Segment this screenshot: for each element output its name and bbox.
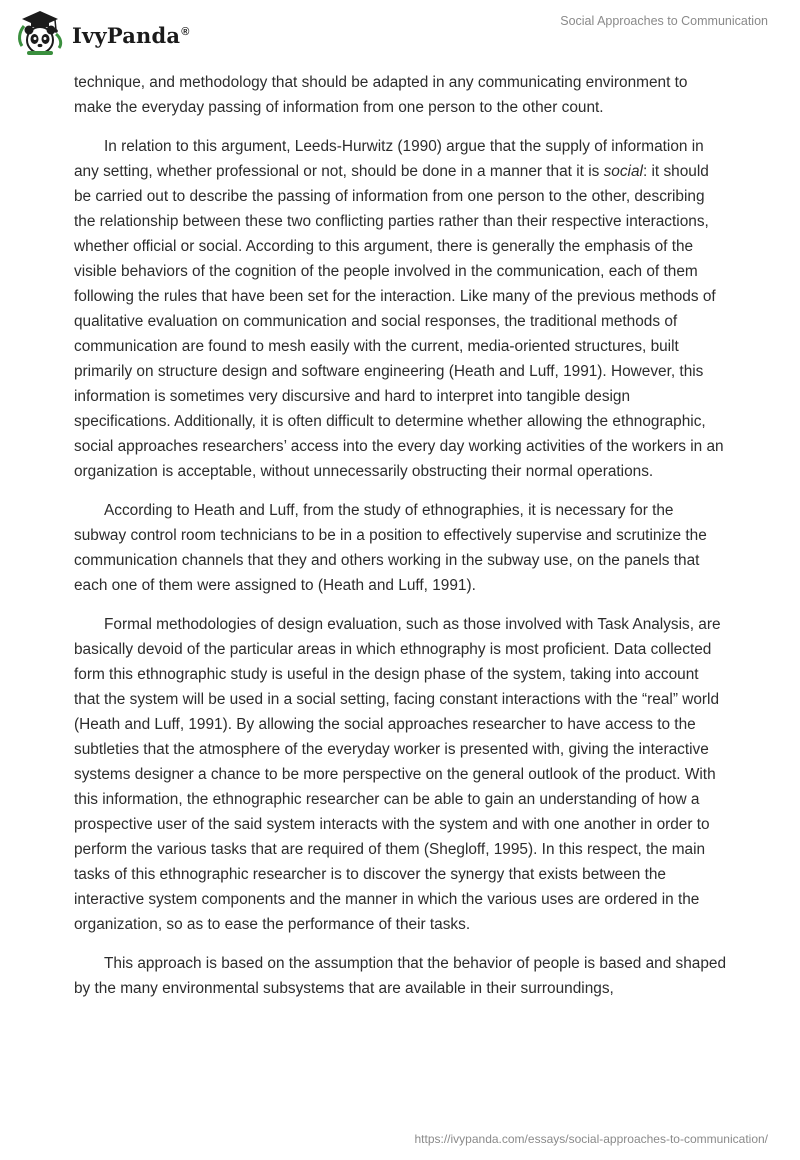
panda-graduate-logo-icon	[14, 8, 66, 58]
paragraph-4: Formal methodologies of design evaluation, such as those involved with Task Analysis, are basically devoid of the particular areas in which ethnography is most proficient. Data collected form this ethnographic study is useful in the design phase of the system, taking into account that the system will be used in a social setting, facing constant interactions with the “real” world (Heath and Luff, 1991). By allowing the social approaches researcher to have access to the subtleties that the atmosphere of the everyday worker is presented with, giving the interactive systems designer a chance to be more perspective on the general outlook of the product. With this information, the ethnographic researcher can be able to gain an understanding of how a prospective user of the said system interacts with the system and with one another in order to perform the various tasks that are required of them (Shegloff, 1995). In this respect, the main tasks of this ethnographic researcher is to discover the synergy that exists between the interactive system components and the manner in which the various uses are ordered in the organization, so as to ease the performance of their tasks.	[74, 616, 721, 933]
page-header	[0, 0, 800, 66]
paragraph-2-italic: social	[603, 163, 643, 180]
paragraph-2-part-2: : it should be carried out to describe the passing of information from one person to the other, describing the relationship between these two conflicting parties rather than their respective interactions, whether official or social. According to this argument, there is generally the emphasis of the visible behaviors of the cognition of the people involved in the communication, each of them following the rules that have been set for the interaction. Like many of the previous methods of qualitative evaluation on communication and social responses, the traditional methods of communication are found to mesh easily with the current, media-oriented structures, built primarily on structure design and software engineering (Heath and Luff, 1991). However, this information is sometimes very discursive and hard to interpret into tangible design specifications. Additionally, it is often difficult to determine whether allowing the ethnographic, social approaches researchers’ access into the every day working activities of the workers in an organization is acceptable, without unnecessarily obstructing their normal operations.	[74, 163, 724, 480]
paragraph-2-part-1: In relation to this argument, Leeds-Hurwitz (1990) argue that the supply of information in any setting, whether professional or not, should be done in a manner that it is	[74, 138, 704, 180]
brand-logo[interactable]	[14, 8, 190, 58]
registered-mark: ®	[181, 25, 190, 38]
paragraph-2	[74, 134, 728, 484]
paragraph-3: According to Heath and Luff, from the study of ethnographies, it is necessary for the subway control room technicians to be in a position to effectively supervise and scrutinize the communication channels that they and others working in the subway use, on the panels that each one of them were assigned to (Heath and Luff, 1991).	[74, 502, 707, 594]
brand-name: IvyPanda®	[72, 22, 190, 48]
paragraph-1: technique, and methodology that should be adapted in any communicating environment to make the everyday passing of information from one person to the other count.	[74, 74, 688, 116]
paragraph-5: This approach is based on the assumption that the behavior of people is based and shaped by the many environmental subsystems that are available in their surroundings,	[74, 955, 727, 997]
source-url[interactable]: https://ivypanda.com/essays/social-approaches-to-communication/	[414, 1132, 768, 1146]
document-title: Social Approaches to Communication	[560, 14, 768, 28]
essay-body	[74, 70, 728, 1015]
